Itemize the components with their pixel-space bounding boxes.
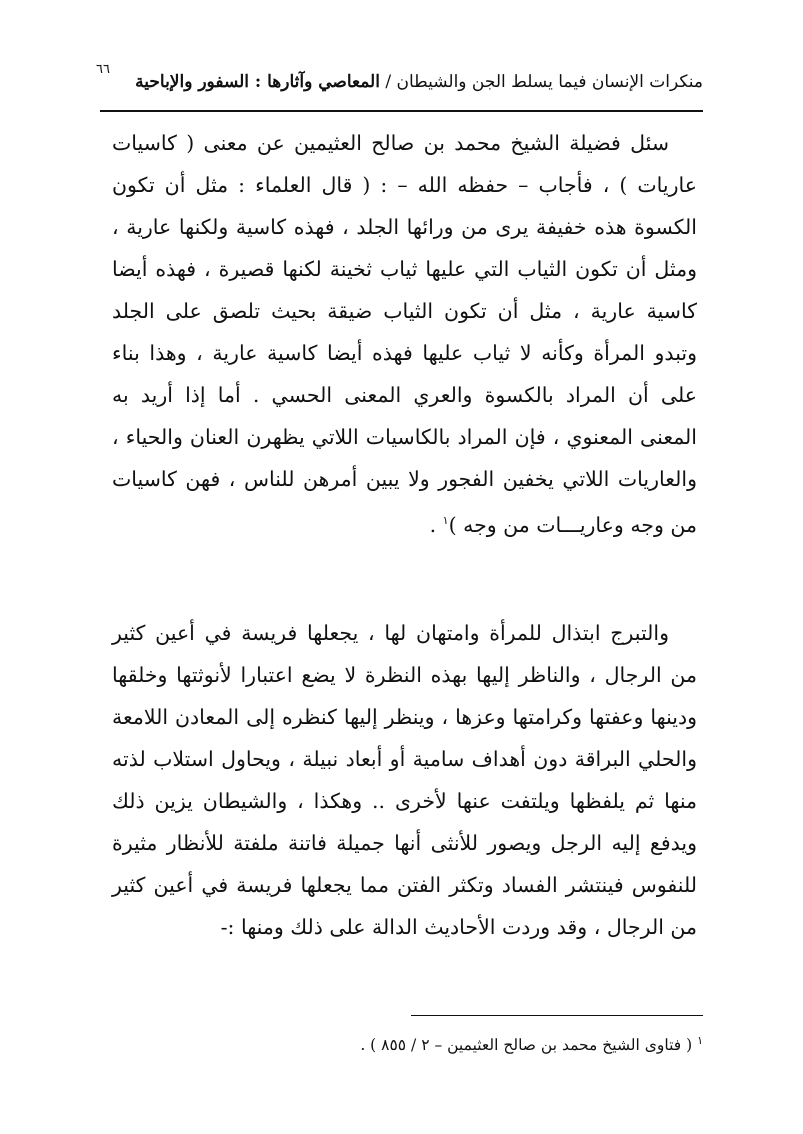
paragraph-2 [112, 612, 697, 948]
running-header [100, 72, 703, 92]
header-rule [100, 110, 703, 112]
paragraph-1-end: . [429, 512, 443, 537]
footnote-text: ( فتاوى الشيخ محمد بن صالح العثيمين – ٢ / ٨٥٥ ) . [360, 1036, 698, 1055]
footnote-marker: ١ [697, 1034, 703, 1047]
paragraph-1 [112, 122, 697, 546]
paragraph-1-text: سئل فضيلة الشيخ محمد بن صالح العثيمين عن معنى ( كاسيات عاريات ) ، فأجاب – حفظه الله – : ( قال العلماء : مثل أن تكون الكسوة هذه خفيفة يرى من ورائها الجلد ، فهذه كاسية ولكنها عارية ، ومثل أن تكون الثياب التي عليها ثياب ثخينة لكنها قصيرة ، فهذه أيضا كاسية عارية ، مثل أن تكون الثياب ضيقة بحيث تلصق على الجلد وتبدو المرأة وكأنه لا ثياب عليها فهذه أيضا كاسية عارية ، وهذا بناء على أن المراد بالكسوة والعري المعنى الحسي . أما إذا أريد به المعنى المعنوي ، فإن المراد بالكاسيات اللاتي يظهرن العنان والحياء ، والعاريات اللاتي يخفين الفجور ولا يبين أمرهن للناس ، فهن كاسيات من وجه وعاريـــات من وجه ) [112, 131, 697, 537]
footnote-separator [411, 1015, 703, 1016]
page-number: ٦٦ [96, 62, 110, 77]
paragraph-2-text: والتبرج ابتذال للمرأة وامتهان لها ، يجعلها فريسة في أعين كثير من الرجال ، والناظر إليها بهذه النظرة لا يضع اعتبارا لأنوثتها وخلقها ودينها وعفتها وكرامتها وعزها ، وينظر إليها كنظره إلى المعادن اللامعة والحلي البراقة دون أهداف سامية أو أبعاد نبيلة ، ويحاول استلاب لذته منها ثم يلفظها ويلتفت عنها لأخرى .. وهكذا ، والشيطان يزين ذلك ويدفع إليه الرجل ويصور للأنثى أنها جميلة فاتنة ملفتة للأنظار مثيرة للنفوس فينتشر الفساد وتكثر الفتن مما يجعلها فريسة في أعين كثير من الرجال ، وقد وردت الأحاديث الدالة على ذلك ومنها :- [112, 621, 698, 939]
header-book-title: منكرات الإنسان فيما يسلط الجن والشيطان / [379, 72, 703, 92]
footnote [103, 1028, 703, 1058]
footnote-reference[interactable]: ١ [442, 514, 449, 527]
header-chapter-title: المعاصي وآثارها : السفور والإباحية [135, 72, 380, 92]
